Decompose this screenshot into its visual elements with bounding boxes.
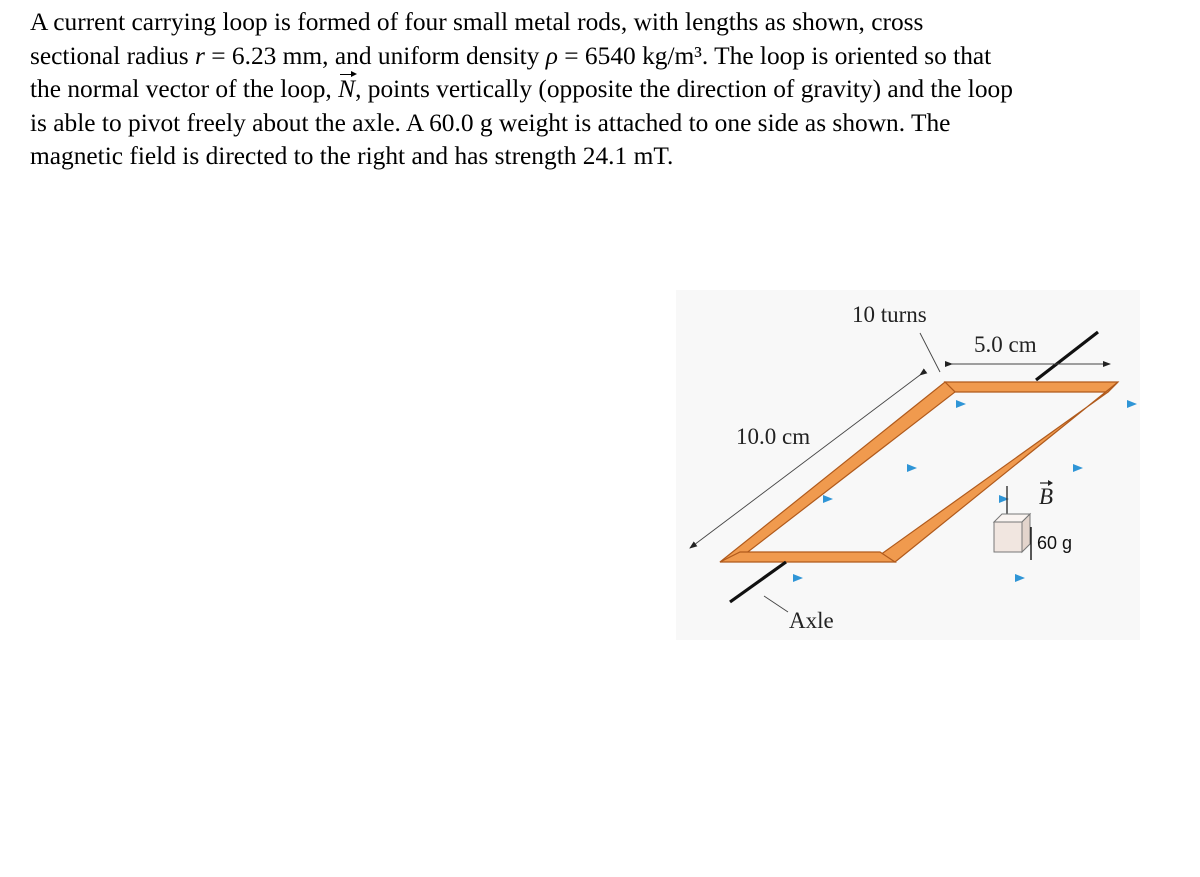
label-axle: Axle [789,608,834,633]
problem-line-3-text-b: , points vertically (opposite the direction of gravity) and the loop [355,75,1013,103]
label-width: 5.0 cm [974,332,1037,357]
problem-line-4: is able to pivot freely about the axle. A 60.0 g weight is attached to one side as shown. The [30,108,951,137]
loop-diagram [676,290,1140,640]
variable-rho: ρ [545,41,558,70]
problem-line-3-text-a: the normal vector of the loop, [30,75,339,103]
problem-line-2-text-c: = 6540 kg/m³. The loop is oriented so that [557,41,992,70]
label-length: 10.0 cm [736,424,811,449]
variable-r: r [195,41,205,70]
normal-vector-N: N [338,73,355,107]
label-mass: 60 g [1037,533,1073,553]
figure-background [676,290,1140,640]
problem-statement [30,6,1180,174]
problem-line-2-text-b: = 6.23 mm, and uniform density [204,41,546,70]
problem-line-1: A current carrying loop is formed of four small metal rods, with lengths as shown, cross [30,8,924,36]
problem-line-5: magnetic field is directed to the right and has strength 24.1 mT. [30,142,674,170]
problem-line-3 [30,73,1180,107]
loop-rod-front [720,552,895,562]
loop-rod-back [945,382,1118,392]
loop-figure [676,290,1140,640]
label-field-B: B [1039,484,1054,509]
label-turns: 10 turns [852,302,927,327]
problem-line-2-text-a: sectional radius [30,41,195,70]
problem-line-2 [30,40,1180,74]
weight-front-face [994,522,1022,552]
